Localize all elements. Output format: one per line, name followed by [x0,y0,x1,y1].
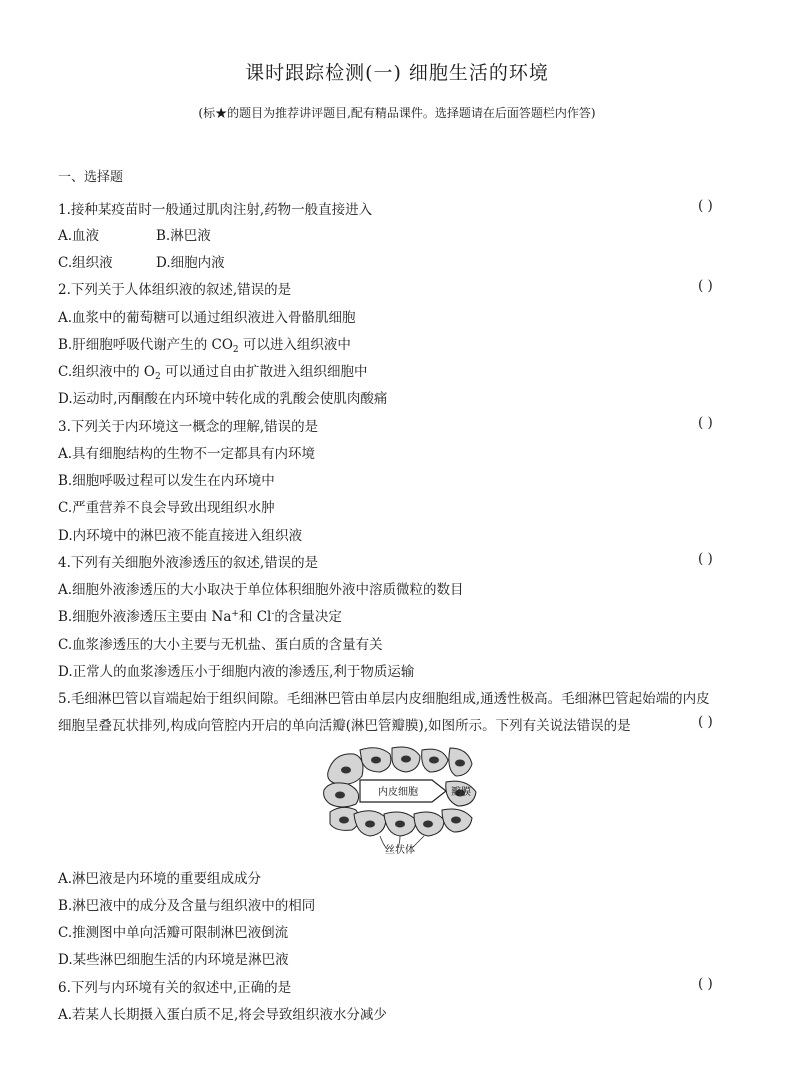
q2-option-b-subscript: 2 [232,345,239,355]
q3-option-b: B.细胞呼吸过程可以发生在内环境中 [58,473,275,489]
q3-option-c: C.严重营养不良会导致出现组织水肿 [58,500,275,516]
q2-option-a: A.血浆中的葡萄糖可以通过组织液进入骨骼肌细胞 [58,310,356,326]
q4-option-b-text-end: 的含量决定 [274,609,342,625]
q4-option-b-sup-minus: - [271,609,275,619]
q2-option-c-subscript: 2 [155,372,161,382]
q4-stem: 4.下列有关细胞外液渗透压的叙述,错误的是 [58,555,319,571]
figure-label-valve: 瓣膜 [451,787,471,798]
q4-option-b-text: B.细胞外液渗透压主要由 Na [58,609,232,625]
q2-stem: 2.下列关于人体组织液的叙述,错误的是 [58,282,292,298]
q4-option-b-sup-plus: + [231,609,239,619]
q2-answer-parens: ( ) [698,278,713,294]
q4-option-c: C.血浆渗透压的大小主要与无机盐、蛋白质的含量有关 [58,637,383,653]
q2-option-b [58,333,351,355]
lymph-capillary-figure [320,742,480,854]
q3-stem: 3.下列关于内环境这一概念的理解,错误的是 [58,419,319,435]
q5-answer-parens: ( ) [698,714,713,730]
q1-answer-parens: ( ) [698,198,713,214]
page-subtitle: (标★的题目为推荐讲评题目,配有精品课件。选择题请在后面答题栏内作答) [198,106,596,120]
q4-option-a: A.细胞外液渗透压的大小取决于单位体积细胞外液中溶质微粒的数目 [58,582,464,598]
q5-option-c: C.推测图中单向活瓣可限制淋巴液倒流 [58,925,289,941]
q5-option-b: B.淋巴液中的成分及含量与组织液中的相同 [58,898,316,914]
q6-answer-parens: ( ) [698,976,713,992]
q1-stem: 1.接种某疫苗时一般通过肌肉注射,药物一般直接进入 [58,202,373,218]
q6-option-a: A.若某人长期摄入蛋白质不足,将会导致组织液水分减少 [58,1007,387,1023]
section-heading: 一、选择题 [58,170,124,185]
q2-option-d: D.运动时,丙酮酸在内环境中转化成的乳酸会使肌肉酸痛 [58,391,388,407]
q5-stem-line2: 细胞呈叠瓦状排列,构成向管腔内开启的单向活瓣(淋巴管瓣膜),如图所示。下列有关说法错误的是 [58,718,631,734]
q1-option-a: A.血液 [58,228,100,244]
q2-option-c-text-end: 可以通过自由扩散进入组织细胞中 [160,364,368,380]
q2-option-b-text: B.肝细胞呼吸代谢产生的 CO [58,337,233,353]
q2-option-c [58,360,368,382]
q2-option-b-text-end: 可以进入组织液中 [238,337,351,353]
q4-option-d: D.正常人的血浆渗透压小于细胞内液的渗透压,利于物质运输 [58,664,415,680]
figure-label-filament: 丝状体 [385,845,415,854]
q6-stem: 6.下列与内环境有关的叙述中,正确的是 [58,980,292,996]
q1-option-b: B.淋巴液 [156,228,211,244]
q3-option-d: D.内环境中的淋巴液不能直接进入组织液 [58,528,303,544]
q5-option-d: D.某些淋巴细胞生活的内环境是淋巴液 [58,952,289,968]
q4-option-b-text-mid: 和 Cl [238,609,272,625]
q4-option-b [58,605,342,625]
q1-option-c: C.组织液 [58,255,113,271]
q4-answer-parens: ( ) [698,551,713,567]
q2-option-c-text: C.组织液中的 O [58,364,155,380]
page-title: 课时跟踪检测(一) 细胞生活的环境 [245,62,549,84]
q3-option-a: A.具有细胞结构的生物不一定都具有内环境 [58,446,316,462]
q3-answer-parens: ( ) [698,415,713,431]
q1-option-d: D.细胞内液 [156,255,225,271]
q5-option-a: A.淋巴液是内环境的重要组成成分 [58,871,262,887]
figure-label-endothelial-cell: 内皮细胞 [378,787,418,798]
q5-stem-line1: 5.毛细淋巴管以盲端起始于组织间隙。毛细淋巴管由单层内皮细胞组成,通透性极高。毛细淋巴管起始端的内皮 [58,691,710,707]
